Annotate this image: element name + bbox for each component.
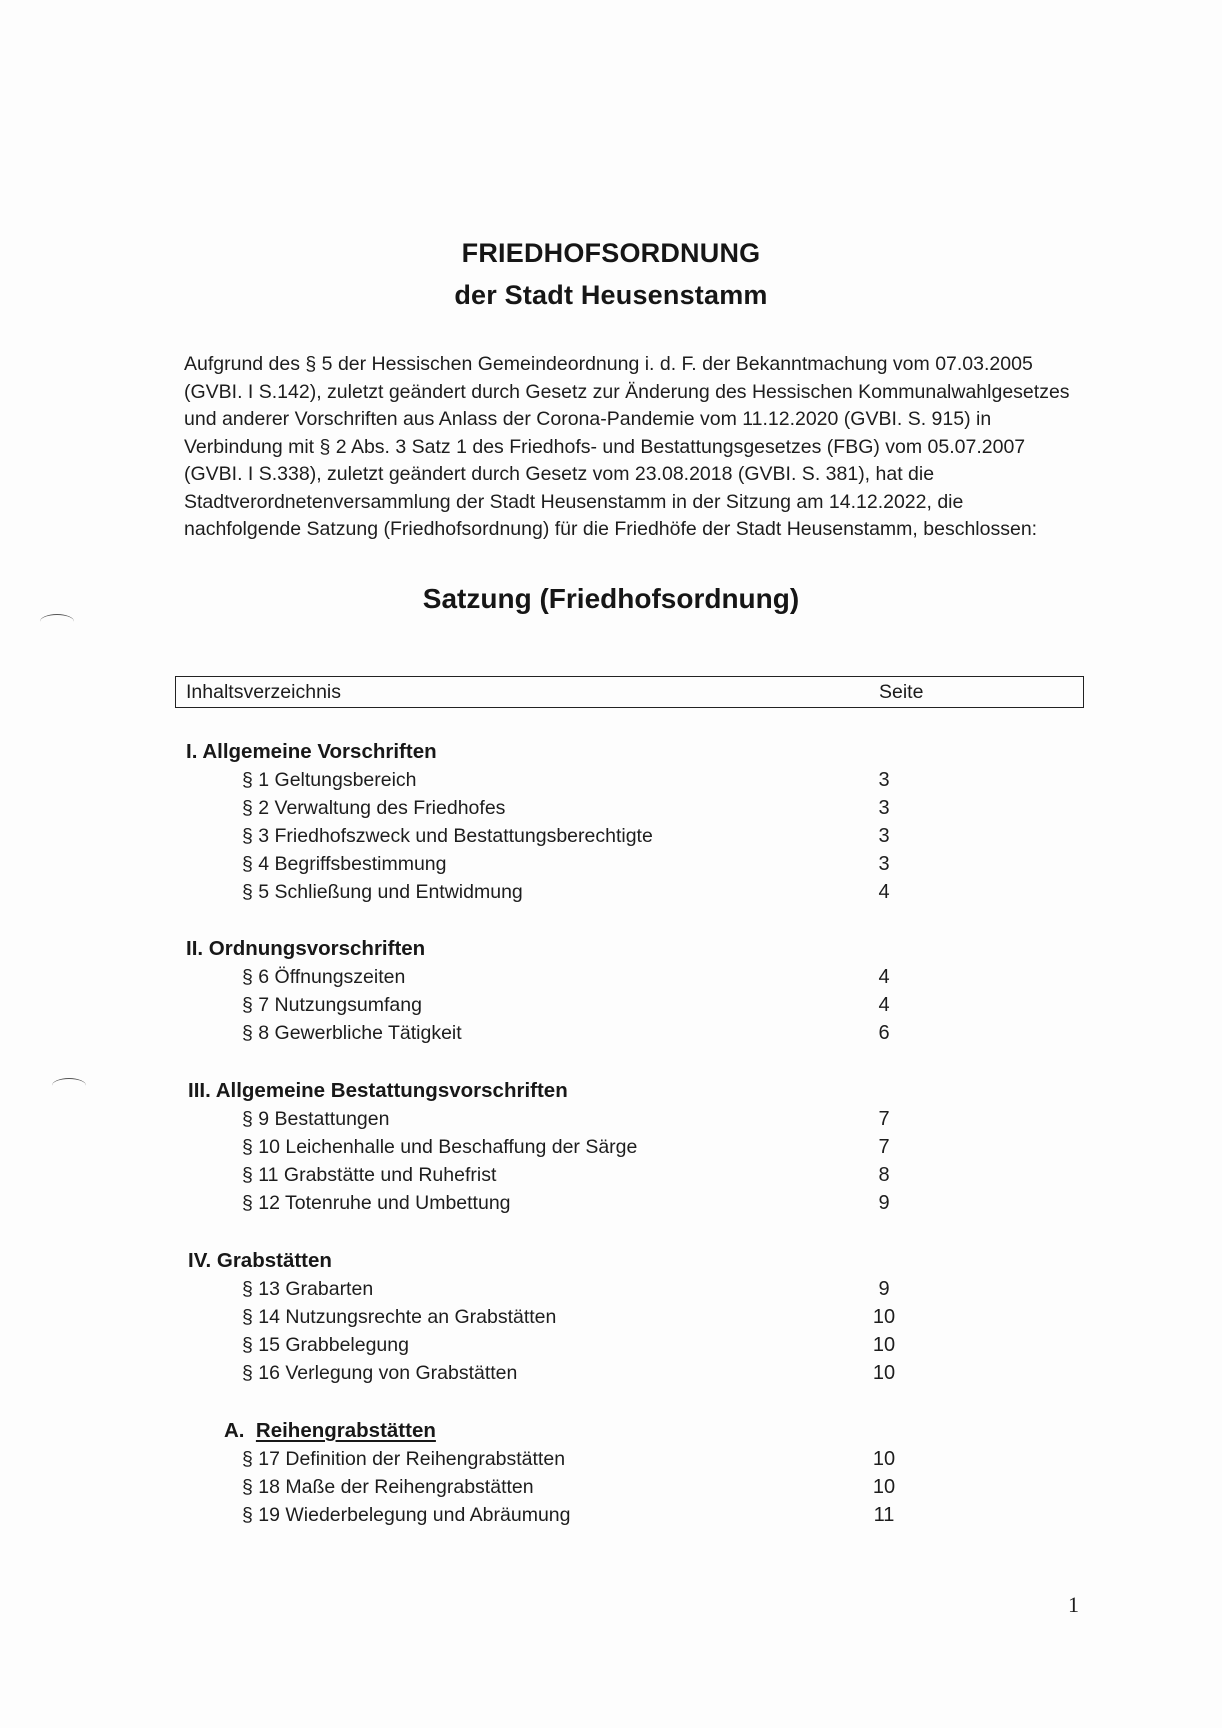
toc-entry-page: 4 <box>878 994 890 1016</box>
preamble-line: Stadtverordnetenversammlung der Stadt Heusenstamm in der Sitzung am 14.12.2022, die <box>184 490 964 513</box>
preamble-line: nachfolgende Satzung (Friedhofsordnung) für die Friedhöfe der Stadt Heusenstamm, beschlossen: <box>184 518 1038 540</box>
toc-section-heading: IV. Grabstätten <box>188 1249 332 1272</box>
toc-entry: § 8 Gewerbliche Tätigkeit <box>242 1022 462 1044</box>
toc-entry-page: 11 <box>873 1504 895 1526</box>
preamble-line: Verbindung mit § 2 Abs. 3 Satz 1 des Friedhofs- und Bestattungsgesetzes (FBG) vom 05.07.2007 <box>184 435 1026 458</box>
preamble-line: (GVBI. I S.338), zuletzt geändert durch Gesetz vom 23.08.2018 (GVBI. S. 381), hat die <box>184 463 935 485</box>
toc-entry: § 7 Nutzungsumfang <box>242 994 422 1016</box>
toc-entry: § 18 Maße der Reihengrabstätten <box>242 1476 534 1498</box>
toc-entry: § 1 Geltungsbereich <box>242 769 417 791</box>
toc-section-heading: II. Ordnungsvorschriften <box>186 937 426 960</box>
preamble-paragraph <box>184 351 1084 544</box>
toc-entry-page: 10 <box>872 1334 896 1356</box>
preamble-line: (GVBI. I S.142), zuletzt geändert durch Gesetz zur Änderung des Hessischen Kommunalwahlgesetzes <box>184 380 1070 403</box>
toc-entry: § 6 Öffnungszeiten <box>242 966 406 988</box>
punch-hole-mark <box>40 614 74 629</box>
toc-entry: § 15 Grabbelegung <box>242 1334 409 1356</box>
toc-entry: § 5 Schließung und Entwidmung <box>242 881 523 903</box>
toc-entry: § 13 Grabarten <box>242 1278 374 1300</box>
toc-entry-page: 3 <box>878 853 890 875</box>
toc-entry-page: 10 <box>872 1476 896 1498</box>
punch-hole-mark <box>52 1078 86 1093</box>
preamble-line: Aufgrund des § 5 der Hessischen Gemeindeordnung i. d. F. der Bekanntmachung vom 07.03.2005 <box>184 353 1033 375</box>
toc-entry-page: 3 <box>878 797 890 819</box>
toc-entry: § 19 Wiederbelegung und Abräumung <box>242 1504 571 1526</box>
toc-entry-page: 7 <box>878 1108 890 1130</box>
toc-entry-page: 4 <box>878 966 890 988</box>
toc-header-label: Inhaltsverzeichnis <box>186 681 341 703</box>
toc-entry-page: 9 <box>878 1192 890 1214</box>
toc-entry-page: 8 <box>878 1164 890 1186</box>
toc-entry-page: 6 <box>878 1022 890 1044</box>
toc-entry-page: 10 <box>872 1306 896 1328</box>
toc-subsection-title: Reihengrabstätten <box>255 1419 436 1442</box>
toc-entry: § 2 Verwaltung des Friedhofes <box>242 797 506 819</box>
toc-entry-page: 3 <box>878 769 890 791</box>
toc-entry: § 14 Nutzungsrechte an Grabstätten <box>242 1306 557 1328</box>
toc-header-box <box>175 676 1084 708</box>
toc-entry-page: 10 <box>872 1362 896 1384</box>
document-subtitle: Satzung (Friedhofsordnung) <box>422 583 800 614</box>
toc-entry: § 16 Verlegung von Grabstätten <box>242 1362 518 1384</box>
toc-entry-page: 3 <box>878 825 890 847</box>
toc-entry-page: 4 <box>878 881 890 903</box>
toc-subsection-heading <box>224 1419 436 1443</box>
toc-entry: § 3 Friedhofszweck und Bestattungsberechtigte <box>242 825 653 847</box>
document-title: FRIEDHOFSORDNUNG <box>461 238 761 268</box>
preamble-line: und anderer Vorschriften aus Anlass der Corona-Pandemie vom 11.12.2020 (GVBI. S. 915) in <box>184 408 992 430</box>
toc-entry-page: 10 <box>872 1448 896 1470</box>
toc-entry: § 17 Definition der Reihengrabstätten <box>242 1448 566 1470</box>
toc-subsection-prefix: A. <box>224 1419 245 1442</box>
toc-header-page-label: Seite <box>879 681 924 703</box>
toc-entry-page: 9 <box>878 1278 890 1300</box>
toc-entry: § 4 Begriffsbestimmung <box>242 853 447 875</box>
toc-entry: § 11 Grabstätte und Ruhefrist <box>242 1164 497 1186</box>
toc-entry-page: 7 <box>878 1136 890 1158</box>
toc-section-heading: I. Allgemeine Vorschriften <box>186 740 437 763</box>
toc-entry: § 12 Totenruhe und Umbettung <box>242 1192 511 1214</box>
toc-entry: § 9 Bestattungen <box>242 1108 390 1130</box>
toc-entry: § 10 Leichenhalle und Beschaffung der Särge <box>242 1136 638 1158</box>
page-number: 1 <box>1068 1592 1079 1617</box>
toc-section-heading: III. Allgemeine Bestattungsvorschriften <box>188 1079 568 1102</box>
document-title-line2: der Stadt Heusenstamm <box>454 280 768 310</box>
